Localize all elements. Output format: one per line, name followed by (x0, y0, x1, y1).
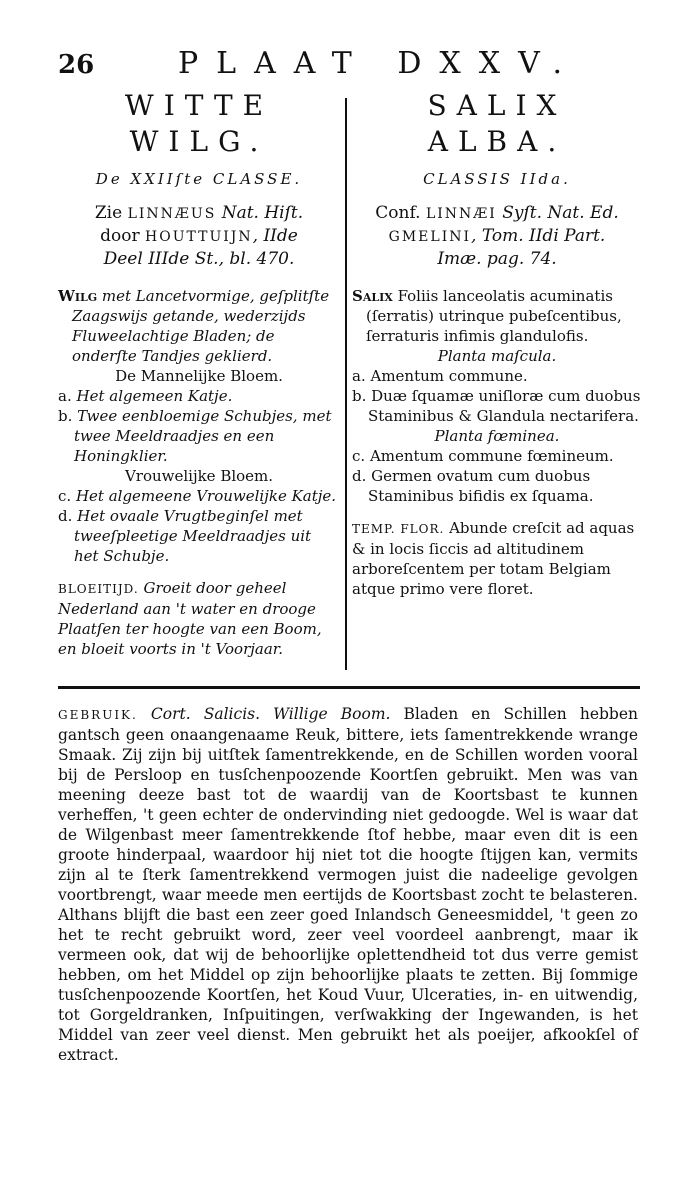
item-text: Germen ovatum cum duobus Staminibus bifidis ex ſquama. (368, 467, 594, 505)
usage-ref-dutch: Willige Boom. (273, 705, 391, 723)
dutch-title-line2: WILG. (129, 125, 269, 158)
item-text: Het algemeene Vrouwelijke Katje. (75, 487, 337, 505)
description-text: Foliis lanceolatis acuminatis (ſerratis) utrinque pubeſcentibus, ſerraturis infimis glandulofis. (366, 287, 622, 345)
figure-item-a (352, 366, 642, 386)
item-letter: c. (352, 447, 366, 465)
usage-paragraph (58, 704, 638, 1065)
dutch-description (58, 286, 340, 366)
species-lead: Salix (352, 287, 393, 305)
plate-title: PLAAT DXXV. (178, 46, 581, 81)
flowering-note (58, 578, 340, 659)
dutch-title-line1: WITTE (124, 89, 274, 122)
flowering-label: TEMP. FLOR. (352, 522, 445, 536)
item-text: Twee eenbloemige Schubjes, met twee Meeldraadjes en een Honingklier. (74, 407, 332, 465)
usage-text: Bladen en Schillen hebben gantsch geen onaangenaame Reuk, bittere, iets ſamentrekkende wrange Smaak. Zij zijn bij uitſtek ſamentrekkende, en de Schillen worden vooral bij de Persloop en tusſchenpoozende Koortſen gebruikt. Men was van meening deeze bast tot de waardij van de Koortsbast te kunnen verheffen, 't geen echter de ondervinding niet gedoogde. Wel is waar dat de Wilgenbast meer ſamentrekkende ſtof hebbe, maar even dit is een groote hinderpaal, waardoor hij niet tot die hoogte ſtijgen kan, vermits zijn al te ſterk ſamentrekkend vermogen juist die nadeelige gevolgen voortbrengt, waar meede men eertijds de Koortsbast zocht te belasteren. Althans blijft die bast een zeer goed Inlandsch Geneesmiddel, 't geen zo het te recht gebruikt word, zeer veel voordeel aanbrengt, maar ik vermeen ook, dat wij de behoorlijke oplettendheid tot dus verre gemist hebben, om het Middel op zijn behoorlijke plaats te zetten. Bij ſommige tusſchenpoozende Koortſen, het Koud Vuur, Ulceraties, in- en uitwendig, tot Gorgeldranken, Inſpuitingen, verſwakking der Ingewanden, is het Middel van zeer veel dienst. Men gebruikt het als poeijer, afkookſel of extract. (58, 705, 638, 1064)
page-number: 26 (58, 50, 95, 80)
horizontal-rule (58, 686, 640, 689)
male-flower-heading: De Mannelijke Bloem. (115, 367, 283, 385)
page-header (0, 46, 682, 86)
figure-item-c (352, 446, 642, 466)
ref-author: LINNÆI (425, 206, 497, 222)
figure-item-d (58, 506, 340, 566)
ref-author: HOUTTUIJN (145, 229, 253, 245)
latin-description (352, 286, 642, 346)
figure-item-b (352, 386, 642, 426)
item-text: Het ovaale Vrugtbeginſel met tweeſpleetige Meeldraadjes uit het Schubje. (74, 507, 312, 565)
ref-author: GMELINI (388, 229, 472, 245)
flowering-text: Abunde creſcit ad aquas & in locis ſiccis ad altitudinem arboreſcentem per totam Belgiam atque primo vere floret. (352, 519, 635, 598)
latin-title-line1: SALIX (427, 89, 567, 122)
item-letter: d. (352, 467, 367, 485)
usage-ref-latin: Cort. Salicis. (150, 705, 261, 723)
flowering-label: BLOEITIJD. (58, 582, 139, 596)
item-text: Duæ ſquamæ uniſloræ cum duobus Staminibus & Glandula nectarifera. (368, 387, 641, 425)
ref-part: , IIde (252, 226, 298, 246)
male-flower-heading: Planta maſcula. (437, 347, 557, 365)
latin-column (352, 88, 642, 599)
ref-volume: Imæ. pag. 74. (437, 249, 557, 269)
item-letter: a. (58, 387, 72, 405)
item-text: Het algemeen Katje. (76, 387, 233, 405)
figure-item-a (58, 386, 340, 406)
female-flower-heading: Vrouwelijke Bloem. (124, 467, 274, 485)
item-letter: b. (352, 387, 367, 405)
ref-work: Nat. Hiſt. (221, 203, 304, 223)
ref-part: , Tom. IIdi Part. (471, 226, 606, 246)
figure-item-d (352, 466, 642, 506)
item-text: Amentum commune fœmineum. (369, 447, 614, 465)
ref-word: Zie (94, 203, 123, 223)
figure-item-b (58, 406, 340, 466)
latin-description-block (352, 286, 642, 599)
ref-volume: Deel IIIde St., bl. 470. (103, 249, 295, 269)
latin-title-line2: ALBA. (427, 125, 567, 158)
column-divider (345, 98, 347, 670)
dutch-class-line: De XXIIſte CLASSE. (95, 170, 303, 188)
latin-reference (352, 202, 642, 270)
item-letter: d. (58, 507, 73, 525)
dutch-reference (58, 202, 340, 270)
item-letter: a. (352, 367, 366, 385)
ref-work: Syſt. Nat. Ed. (502, 203, 619, 223)
item-letter: c. (58, 487, 72, 505)
ref-word: door (100, 226, 140, 246)
flowering-text: Groeit door geheel Nederland aan 't water en drooge Plaatſen ter hoogte van een Boom, en bloeit voorts in 't Voorjaar. (58, 579, 322, 658)
usage-label: GEBRUIK. (58, 708, 138, 722)
female-flower-heading: Planta fœminea. (434, 427, 560, 445)
item-letter: b. (58, 407, 73, 425)
species-lead: Wilg (58, 287, 98, 305)
item-text: Amentum commune. (370, 367, 528, 385)
dutch-column (58, 88, 340, 659)
ref-author: LINNÆUS (127, 206, 217, 222)
dutch-description-block (58, 286, 340, 659)
ref-word: Conf. (375, 203, 421, 223)
latin-class-line: CLASSIS IIda. (423, 170, 571, 188)
description-text: met Lancetvormige, geſplitſte Zaagswijs getande, wederzijds Fluweelachtige Bladen; de onderſte Tandjes geklierd. (72, 287, 330, 365)
flowering-note (352, 518, 642, 599)
figure-item-c (58, 486, 340, 506)
